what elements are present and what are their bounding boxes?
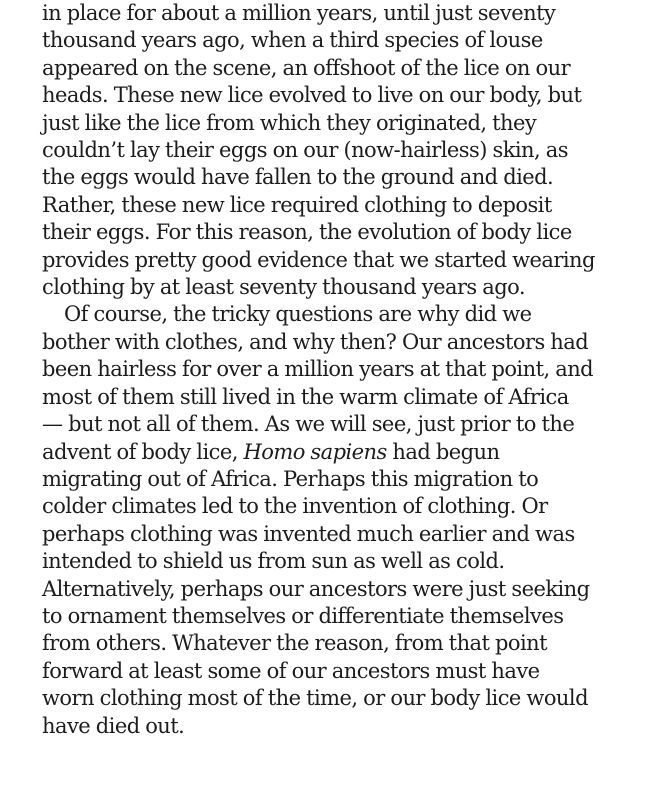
text-line: in place for about a million years, until just seventy xyxy=(42,1,556,25)
text-line: appeared on the scene, an offshoot of the lice on our xyxy=(42,55,571,80)
text-line: intended to shield us from sun as well as cold. xyxy=(42,549,505,574)
text-line: their eggs. For this reason, the evolution of body lice xyxy=(42,220,572,245)
text-line: provides pretty good evidence that we started wearing xyxy=(42,247,595,272)
text-line: worn clothing most of the time, or our body lice would xyxy=(42,686,588,711)
text-segment: had begun xyxy=(386,439,500,464)
paragraph-2 xyxy=(42,301,652,740)
text-line: most of them still lived in the warm climate of Africa xyxy=(42,384,569,409)
text-line: the eggs would have fallen to the ground and died. xyxy=(42,165,554,190)
text-line: forward at least some of our ancestors must have xyxy=(42,658,540,683)
book-page xyxy=(42,0,652,740)
text-line: from others. Whatever the reason, from that point xyxy=(42,631,548,656)
text-segment: advent of body lice, xyxy=(42,439,244,464)
text-line: heads. These new lice evolved to live on our body, but xyxy=(42,83,582,108)
text-line: to ornament themselves or differentiate themselves xyxy=(42,603,564,628)
text-line-species xyxy=(42,439,652,466)
text-line: couldn’t lay their eggs on our (now-hairless) skin, as xyxy=(42,138,568,163)
text-line: have died out. xyxy=(42,713,185,738)
text-line: just like the lice from which they originated, they xyxy=(42,110,537,135)
text-line: — but not all of them. As we will see, just prior to the xyxy=(42,412,575,437)
text-line: Rather, these new lice required clothing to deposit xyxy=(42,192,552,217)
text-line: thousand years ago, when a third species of louse xyxy=(42,28,543,53)
species-name-italic: Homo sapiens xyxy=(243,439,387,464)
text-line: colder climates led to the invention of clothing. Or xyxy=(42,494,548,519)
text-line: bother with clothes, and why then? Our ancestors had xyxy=(42,329,589,354)
text-line: clothing by at least seventy thousand years ago. xyxy=(42,275,526,300)
text-line: been hairless for over a million years at that point, and xyxy=(42,357,594,382)
text-line: perhaps clothing was invented much earlier and was xyxy=(42,521,575,546)
text-line: Alternatively, perhaps our ancestors were just seeking xyxy=(42,576,590,601)
text-line: migrating out of Africa. Perhaps this migration to xyxy=(42,466,539,491)
text-line-indented: Of course, the tricky questions are why did we xyxy=(64,302,532,327)
paragraph-1 xyxy=(42,0,652,301)
